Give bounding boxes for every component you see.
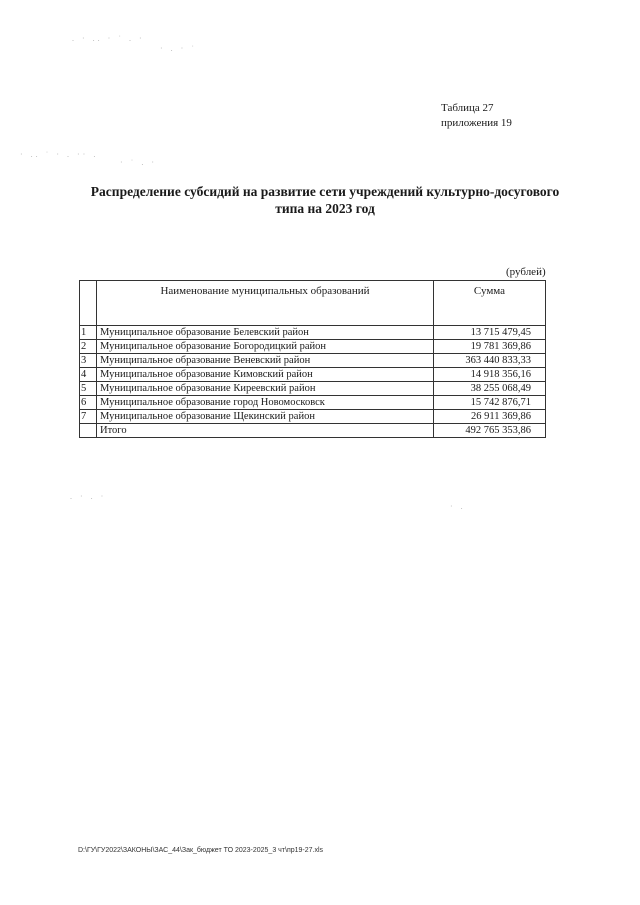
title-line-2: типа на 2023 год xyxy=(275,201,375,216)
total-sum: 492 765 353,86 xyxy=(434,424,546,438)
row-name: Муниципальное образование Киреевский район xyxy=(97,382,434,396)
row-name: Муниципальное образование Кимовский район xyxy=(97,368,434,382)
scan-noise: . · .. · ˙ . · xyxy=(72,34,145,43)
table-number-label: Таблица 27 xyxy=(441,102,494,114)
row-name: Муниципальное образование Белевский район xyxy=(97,326,434,340)
row-name: Муниципальное образование Щекинский район xyxy=(97,410,434,424)
row-number: 1 xyxy=(80,326,97,340)
header-sum-cell: Сумма xyxy=(434,281,546,326)
scan-noise: · ˙ . · xyxy=(120,158,157,167)
row-number: 7 xyxy=(80,410,97,424)
table-row xyxy=(80,396,546,410)
table-reference xyxy=(441,101,512,131)
row-number: 6 xyxy=(80,396,97,410)
header-number-cell xyxy=(80,281,97,326)
document-title xyxy=(60,183,590,217)
row-number: 4 xyxy=(80,368,97,382)
header-name-cell: Наименование муниципальных образований xyxy=(97,281,434,326)
row-sum: 363 440 833,33 xyxy=(434,354,546,368)
appendix-label: приложения 19 xyxy=(441,117,512,129)
row-number: 3 xyxy=(80,354,97,368)
title-line-1: Распределение субсидий на развитие сети учреждений культурно-досугового xyxy=(90,184,560,199)
file-path-footer: D:\ГУ\ГУ2022\ЗАКОНЫ\ЗАС_44\Зак_бюджет ТО 2023-2025_3 чт\пр19-27.xls xyxy=(78,847,324,854)
table-row xyxy=(80,410,546,424)
row-sum: 26 911 369,86 xyxy=(434,410,546,424)
total-label: Итого xyxy=(97,424,434,438)
row-number: 2 xyxy=(80,340,97,354)
table-row xyxy=(80,326,546,340)
row-name: Муниципальное образование Веневский район xyxy=(97,354,434,368)
table-row xyxy=(80,340,546,354)
row-sum: 14 918 356,16 xyxy=(434,368,546,382)
row-sum: 19 781 369,86 xyxy=(434,340,546,354)
scan-noise: · . xyxy=(450,502,466,511)
subsidy-table xyxy=(79,280,546,438)
table-row xyxy=(80,354,546,368)
scan-noise: . · . · xyxy=(70,492,107,501)
table-row xyxy=(80,382,546,396)
row-number: 5 xyxy=(80,382,97,396)
row-sum: 38 255 068,49 xyxy=(434,382,546,396)
table-header-row xyxy=(80,281,546,326)
row-name: Муниципальное образование город Новомосковск xyxy=(97,396,434,410)
row-name: Муниципальное образование Богородицкий район xyxy=(97,340,434,354)
units-label: (рублей) xyxy=(506,266,546,278)
row-sum: 13 715 479,45 xyxy=(434,326,546,340)
total-row xyxy=(80,424,546,438)
table-row xyxy=(80,368,546,382)
row-sum: 15 742 876,71 xyxy=(434,396,546,410)
scan-noise: · . · ˙ xyxy=(160,44,197,53)
total-number-cell xyxy=(80,424,97,438)
scan-noise: · .. ˙ · . ·· . xyxy=(20,150,99,159)
